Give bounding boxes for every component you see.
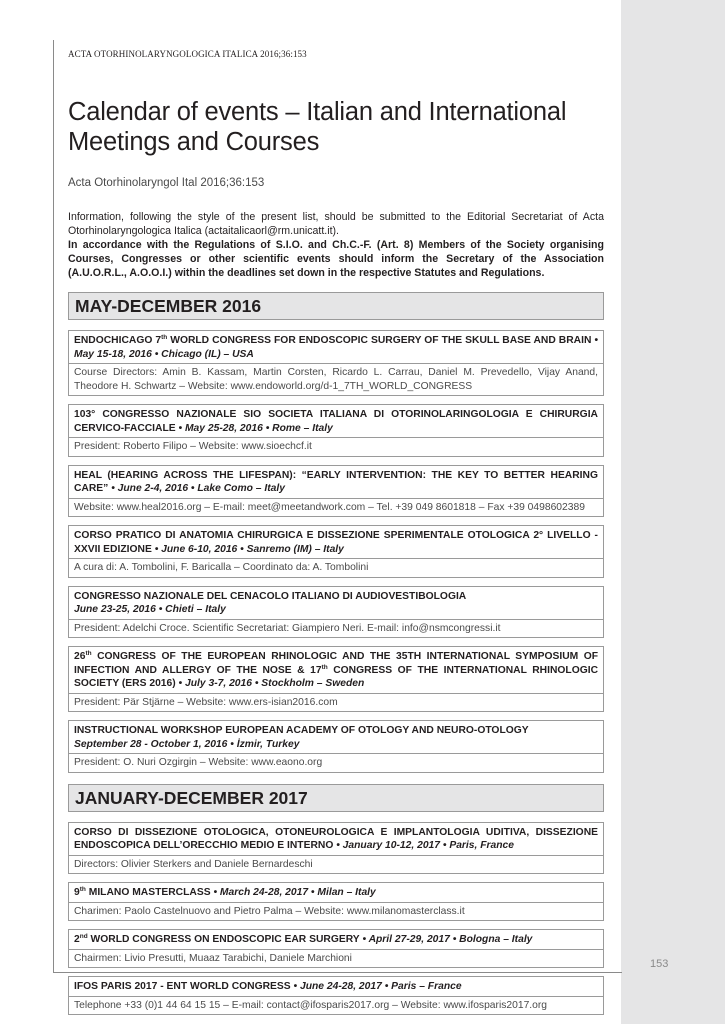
event-title-superscript: nd xyxy=(79,933,88,940)
event-details: President: O. Nuri Ozgirgin – Website: www.eaono.org xyxy=(69,753,603,772)
event-title-text: 9 xyxy=(74,887,80,898)
event-title xyxy=(69,331,603,363)
section-header: JANUARY-DECEMBER 2017 xyxy=(68,784,604,812)
page-margin-band xyxy=(621,0,725,1024)
event-details: Charimen: Paolo Castelnuovo and Pietro Palma – Website: www.milanomasterclass.it xyxy=(69,902,603,921)
event-date-location: June 23-25, 2016 • Chieti – Italy xyxy=(74,604,226,615)
event-title-superscript: th xyxy=(321,663,328,671)
intro-regulations-paragraph: In accordance with the Regulations of S.I.O. and Ch.C.-F. (Art. 8) Members of the Society organising Courses, Congresses or other scientific events should inform the Secretary of the Association (A.U.O.R.L., A.O.O.I.) within the deadlines set down in the respective Statutes and Regulations. xyxy=(68,239,604,279)
event-entry xyxy=(68,882,604,921)
event-entry xyxy=(68,404,604,457)
page-number: 153 xyxy=(650,958,669,970)
event-title-text: ENDOCHICAGO 7 xyxy=(74,335,162,346)
event-date-location: • May 25-28, 2016 • Rome – Italy xyxy=(175,422,333,434)
event-entry xyxy=(68,465,604,518)
event-date-location: • June 6-10, 2016 • Sanremo (IM) – Italy xyxy=(151,543,344,555)
event-title xyxy=(69,587,603,619)
event-details: President: Roberto Filipo – Website: www.sioechcf.it xyxy=(69,437,603,456)
event-details: President: Adelchi Croce. Scientific Secretariat: Giampiero Neri. E-mail: info@nsmcongressi.it xyxy=(69,619,603,638)
event-details: President: Pär Stjärne – Website: www.ers-isian2016.com xyxy=(69,693,603,712)
event-date-location: September 28 - October 1, 2016 • İzmir, Turkey xyxy=(74,738,300,750)
event-title-text: 26 xyxy=(74,651,86,662)
event-title-text: WORLD CONGRESS ON ENDOSCOPIC EAR SURGERY xyxy=(87,934,360,945)
event-title-text: CONGRESS OF THE INTERNATIONAL RHINOLOGIC SOCIETY (ERS 2016) xyxy=(74,664,599,689)
event-title-text: IFOS PARIS 2017 - ENT WORLD CONGRESS xyxy=(74,981,291,992)
event-date-location: • June 2-4, 2016 • Lake Como – Italy xyxy=(111,483,285,494)
event-title-text: 2 xyxy=(74,934,80,945)
event-title xyxy=(69,977,603,996)
event-details: Directors: Olivier Sterkers and Daniele Bernardeschi xyxy=(69,855,603,874)
event-title-text: MILANO MASTERCLASS xyxy=(85,887,211,898)
event-title xyxy=(69,883,603,902)
event-details: Chairmen: Livio Presutti, Muaaz Tarabichi, Daniele Marchioni xyxy=(69,949,603,968)
event-title-text: CONGRESSO NAZIONALE DEL CENACOLO ITALIANO DI AUDIOVESTIBOLOGIA xyxy=(74,590,467,602)
event-entry xyxy=(68,720,604,773)
event-title xyxy=(69,930,603,949)
page-title: Calendar of events – Italian and International Meetings and Courses xyxy=(68,98,567,156)
event-entry xyxy=(68,822,604,875)
event-title-text: 103° CONGRESSO NAZIONALE SIO SOCIETA ITALIANA DI OTORINOLARINGOLOGIA E CHIRURGIA CERVICO-FACCIALE xyxy=(74,409,598,434)
event-entry xyxy=(68,525,604,578)
citation: Acta Otorhinolaryngol Ital 2016;36:153 xyxy=(68,177,265,189)
event-title-text: INSTRUCTIONAL WORKSHOP EUROPEAN ACADEMY OF OTOLOGY AND NEURO-OTOLOGY xyxy=(74,725,529,736)
intro xyxy=(68,210,604,280)
event-title xyxy=(69,466,603,498)
event-date-location: • March 24-28, 2017 • Milan – Italy xyxy=(210,887,376,898)
section-header: MAY-DECEMBER 2016 xyxy=(68,292,604,320)
event-date-location: • June 24-28, 2017 • Paris – France xyxy=(290,981,462,992)
event-title-text: CONGRESS OF THE EUROPEAN RHINOLOGIC AND THE 35TH INTERNATIONAL SYMPOSIUM OF INFECTION AND ALLERGY OF THE NOSE & 17 xyxy=(74,651,598,676)
event-title-text: CORSO DI DISSEZIONE OTOLOGICA, OTONEUROLOGICA E IMPLANTOLOGIA UDITIVA, DISSEZIONE ENDOSCOPICA DELL’ORECCHIO MEDIO E INTERNO xyxy=(74,826,598,851)
event-entry xyxy=(68,929,604,968)
event-details: A cura di: A. Tombolini, F. Baricalla – Coordinato da: A. Tombolini xyxy=(69,558,603,577)
event-date-location: • January 10-12, 2017 • Paris, France xyxy=(333,840,515,851)
event-date-location: • July 3-7, 2016 • Stockholm – Sweden xyxy=(175,678,365,689)
calendar-content xyxy=(68,292,604,1023)
event-entry xyxy=(68,976,604,1015)
event-title-superscript: th xyxy=(79,886,86,893)
event-title xyxy=(69,823,603,855)
event-entry xyxy=(68,646,604,712)
event-entry xyxy=(68,330,604,396)
event-title-text: WORLD CONGRESS FOR ENDOSCOPIC SURGERY OF THE SKULL BASE AND BRAIN xyxy=(167,335,592,346)
intro-paragraph: Information, following the style of the present list, should be submitted to the Editorial Secretariat of Acta Otorhinolaryngologica Italica (actaitalicaorl@rm.unicatt.it). xyxy=(68,211,604,237)
event-title-superscript: th xyxy=(161,334,168,341)
event-title xyxy=(69,721,603,753)
running-head: ACTA OTORHINOLARYNGOLOGICA ITALICA 2016;36:153 xyxy=(68,49,307,59)
event-title xyxy=(69,526,603,558)
event-entry xyxy=(68,586,604,639)
event-title xyxy=(69,405,603,437)
event-title-superscript: th xyxy=(85,650,92,657)
event-date-location: • April 27-29, 2017 • Bologna – Italy xyxy=(359,934,533,945)
event-title-text: CORSO PRATICO DI ANATOMIA CHIRURGICA E DISSEZIONE SPERIMENTALE OTOLOGICA 2° LIVELLO - XXVII EDIZIONE xyxy=(74,530,598,555)
event-details: Course Directors: Amin B. Kassam, Martin Corsten, Ricardo L. Carrau, Daniel M. Prevedello, Vijay Anand, Theodore H. Schwartz – Website: www.endoworld.org/d-1_7TH_WORLD_CONGRESS xyxy=(69,363,603,395)
event-details: Telephone +33 (0)1 44 64 15 15 – E-mail: contact@ifosparis2017.org – Website: www.ifosparis2017.org xyxy=(69,996,603,1015)
event-date-location: • May 15-18, 2016 • Chicago (IL) – USA xyxy=(74,335,598,360)
event-details: Website: www.heal2016.org – E-mail: meet@meetandwork.com – Tel. +39 049 8601818 – Fax +39 0498602389 xyxy=(69,498,603,517)
event-title-text: HEAL (HEARING ACROSS THE LIFESPAN): “EARLY INTERVENTION: THE KEY TO BETTER HEARING CARE” xyxy=(74,469,598,494)
event-title xyxy=(69,647,603,693)
